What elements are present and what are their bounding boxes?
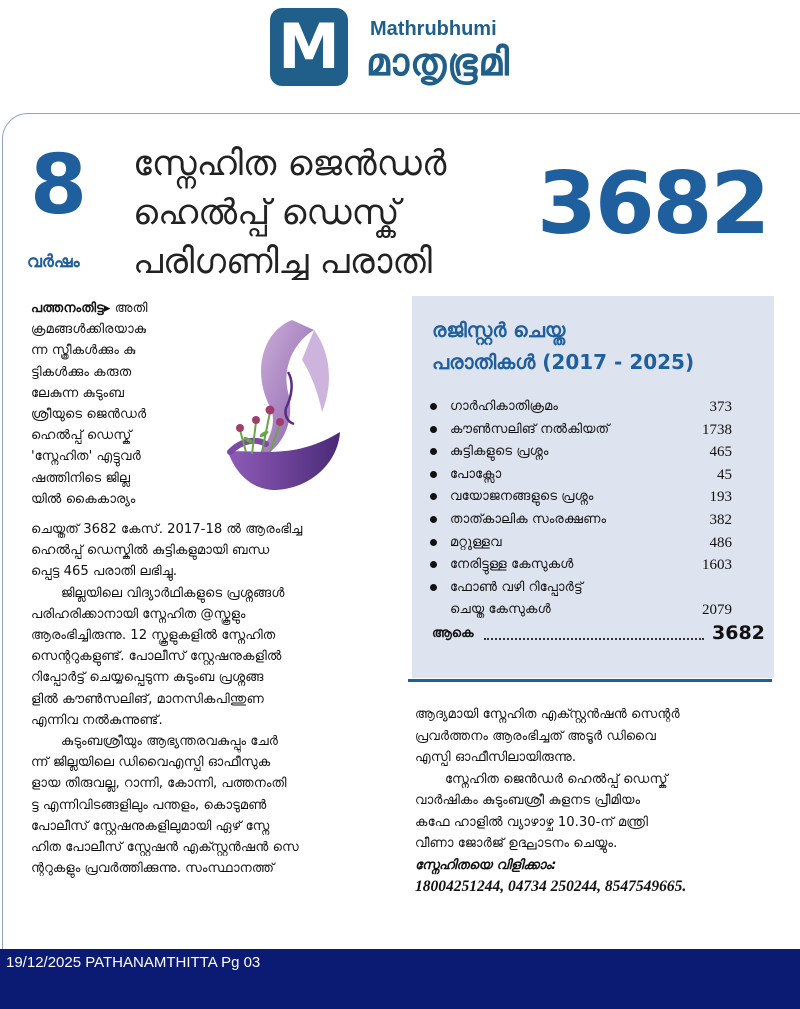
stats-item — [430, 486, 760, 509]
stats-item — [430, 599, 760, 622]
bullet-icon — [430, 471, 437, 478]
text-line: ആരംഭിച്ചിരുന്നു. 12 സ്കൂളുകളിൽ സ്നേഹിത — [31, 628, 276, 644]
stats-item — [430, 396, 760, 419]
stats-item — [430, 441, 760, 464]
article-intro — [31, 298, 207, 510]
text-line: ലേകുന്ന കുടുംബ — [31, 385, 125, 401]
stats-value: 373 — [709, 399, 732, 415]
stats-label: താത്കാലിക സംരക്ഷണം — [450, 511, 607, 527]
years-label: വർഷം — [27, 252, 80, 272]
text-line: സ്നേഹിത ജെൻഡർ ഹെൽപ്പ് ഡെസ്ക് — [445, 771, 668, 787]
stats-value: 193 — [709, 489, 732, 506]
footer-bar — [0, 949, 800, 1009]
bullet-icon — [430, 539, 437, 546]
masthead-malayalam-name: മാതൃഭൂമി — [366, 40, 510, 84]
logo-letter: M — [278, 10, 340, 83]
text-line: കുടുംബശ്രീയും ആഭ്യന്തരവകുപ്പും ചേർ — [61, 734, 279, 750]
years-number: 8 — [30, 138, 88, 233]
stats-item — [430, 464, 760, 487]
contact-label: സ്നേഹിതയെ വിളിക്കാം: — [415, 857, 557, 873]
text-line: ന്ന സ്ത്രീകൾക്കും കു — [31, 343, 136, 359]
text-line: ന്ന് ജില്ലയിലെ ഡിവൈഎസ്പി ഓഫീസുക — [31, 755, 271, 771]
stats-title-line: പരാതികൾ (2017 - 2025) — [432, 350, 695, 374]
stats-label: നേരിട്ടുള്ള കേസുകൾ — [450, 557, 574, 573]
headline-line: പരിഗണിച്ച പരാതി — [133, 242, 432, 282]
stats-label: വയോജനങ്ങളുടെ പ്രശ്നം — [450, 489, 594, 505]
stats-label: പോക്സോ — [450, 466, 502, 482]
stats-value: 382 — [709, 511, 732, 528]
text-line: കഫേ ഹാളിൽ വ്യാഴാഴ്ച 10.30-ന് മന്ത്രി — [415, 814, 648, 830]
stats-item — [430, 509, 760, 532]
masthead — [270, 8, 600, 92]
text-line: അതി — [114, 301, 148, 316]
stats-label: ചെയ്ത കേസുകൾ — [450, 602, 551, 618]
stats-value: 45 — [717, 466, 732, 483]
text-line: ന്ററുകളും പ്രവർത്തിക്കുന്നു. സംസ്ഥാനത്ത് — [31, 861, 275, 877]
text-line: ഹെൽപ്പ് ഡെസ്ക് — [31, 428, 132, 444]
dateline: പത്തനംതിട്ട — [31, 301, 104, 316]
text-line: ക്രമങ്ങൾക്കിരയാകു — [31, 322, 147, 338]
text-line: വീണാ ജോർജ് ഉദ്ഘാടനം ചെയ്യും. — [415, 836, 618, 851]
woman-with-flowers-illustration — [222, 312, 350, 502]
bullet-icon — [430, 516, 437, 523]
stats-label: കുട്ടികളുടെ പ്രശ്നം — [450, 444, 549, 460]
text-line: ളിൽ കൗൺസലിങ്, മാനസികപിന്തുണ — [31, 691, 264, 707]
text-line: എന്നിവ നൽകുന്നുണ്ട്. — [31, 712, 163, 728]
total-label: ആകെ — [432, 626, 474, 641]
total-value: 3682 — [712, 622, 765, 644]
stats-label: ഗാർഹികാതിക്രമം — [450, 399, 558, 414]
text-line: പോലീസ് സ്റ്റേഷനുകളിലുമായി ഏഴ് സ്നേ — [31, 818, 270, 834]
registered-complaints-box — [412, 296, 774, 678]
text-line: 'സ്നേഹിത' എട്ടുവർ — [31, 449, 141, 465]
stats-item — [430, 532, 760, 555]
stats-label: ഫോൺ വഴി റിപ്പോർട്ട് — [450, 579, 583, 595]
stats-title-line: രജിസ്റ്റർ ചെയ്ത — [432, 318, 566, 342]
stats-value: 465 — [709, 444, 732, 461]
bullet-icon — [430, 493, 437, 500]
bullet-icon — [430, 448, 437, 455]
text-line: എസ്പി ഓഫീസിലായിരുന്നു. — [415, 750, 577, 765]
headline-line: സ്നേഹിത ജെൻഡർ — [133, 144, 447, 184]
text-line: ഹിത പോലീസ് സ്റ്റേഷൻ എക്സ്റ്റൻഷൻ സെ — [31, 840, 299, 856]
logo-badge — [270, 8, 348, 86]
text-line: പ്പെട്ട 465 പരാതി ലഭിച്ചു. — [31, 564, 178, 580]
text-line: ഷത്തിനിടെ ജില്ല — [31, 470, 131, 486]
text-line: റിപ്പോർട്ട് ചെയ്യപ്പെടുന്ന കുടുംബ പ്രശ്നങ്ങ — [31, 670, 264, 686]
text-line: ഹെൽപ്പ് ഡെസ്കിൽ കുട്ടികളുമായി ബന്ധ — [31, 543, 270, 559]
stats-total — [432, 622, 765, 644]
text-line: ചെയ്തത് 3682 കേസ്. 2017-18 ൽ ആരംഭിച്ച — [31, 522, 303, 537]
stats-value: 1738 — [702, 421, 732, 438]
stats-title — [432, 314, 694, 378]
stats-value: 2079 — [702, 602, 732, 619]
bullet-icon — [430, 584, 437, 591]
bullet-icon — [430, 426, 437, 433]
text-line: പ്രവർത്തനം ആരംഭിച്ചത് അടൂർ ഡിവൈ — [415, 728, 656, 744]
complaint-count: 3682 — [537, 154, 769, 254]
text-line: ട്ടികൾക്കും കരുത — [31, 364, 132, 380]
masthead-english-name: Mathrubhumi — [370, 18, 497, 40]
stats-label: മറ്റുള്ളവ — [450, 534, 502, 550]
text-line: ആദ്യമായി സ്നേഹിത എക്സ്റ്റൻഷൻ സെന്റർ — [415, 707, 680, 722]
text-line: വാർഷികം കുടുംബശ്രീ കുളനട പ്രീമിയം — [415, 793, 641, 808]
bullet-icon — [430, 561, 437, 568]
headline-line: ഹെൽപ്പ് ഡെസ്ക് — [133, 193, 400, 233]
phone-numbers: 18004251244, 04734 250244, 8547549665. — [415, 878, 687, 895]
dateline-arrow-icon: ▸ — [103, 301, 111, 316]
stats-value: 486 — [709, 534, 732, 551]
text-line: പരിഹരിക്കാനായി സ്നേഹിത @സ്കൂളും — [31, 606, 246, 622]
stats-label: കൗൺസലിങ് നൽകിയത് — [450, 421, 610, 437]
divider — [408, 679, 772, 682]
stats-item — [430, 554, 760, 577]
text-line: ളായ തിരുവല്ല, റാന്നി, കോന്നി, പത്തനംതി — [31, 776, 287, 792]
bullet-icon — [430, 403, 437, 410]
headline — [133, 140, 533, 287]
stats-value: 1603 — [702, 557, 732, 574]
text-line: സെന്ററുകളുണ്ട്. പോലീസ് സ്റ്റേഷനുകളിൽ — [31, 649, 282, 665]
text-line: യിൽ കൈകാര്യം — [31, 491, 136, 507]
text-line: ജില്ലയിലെ വിദ്യാർഥികളുടെ പ്രശ്നങ്ങൾ — [61, 585, 285, 601]
footer-text: 19/12/2025 PATHANAMTHITTA Pg 03 — [6, 954, 261, 971]
stats-list — [430, 396, 760, 622]
stats-item — [430, 577, 760, 600]
text-line: ട്ട എന്നിവിടങ്ങളിലും പന്തളം, കൊടുമൺ — [31, 797, 267, 813]
article-body — [31, 519, 409, 879]
stats-item — [430, 419, 760, 442]
dotted-leader — [484, 638, 704, 640]
text-line: ശ്രീയുടെ ജെൻഡർ — [31, 407, 147, 423]
article-body-continued — [415, 704, 785, 898]
